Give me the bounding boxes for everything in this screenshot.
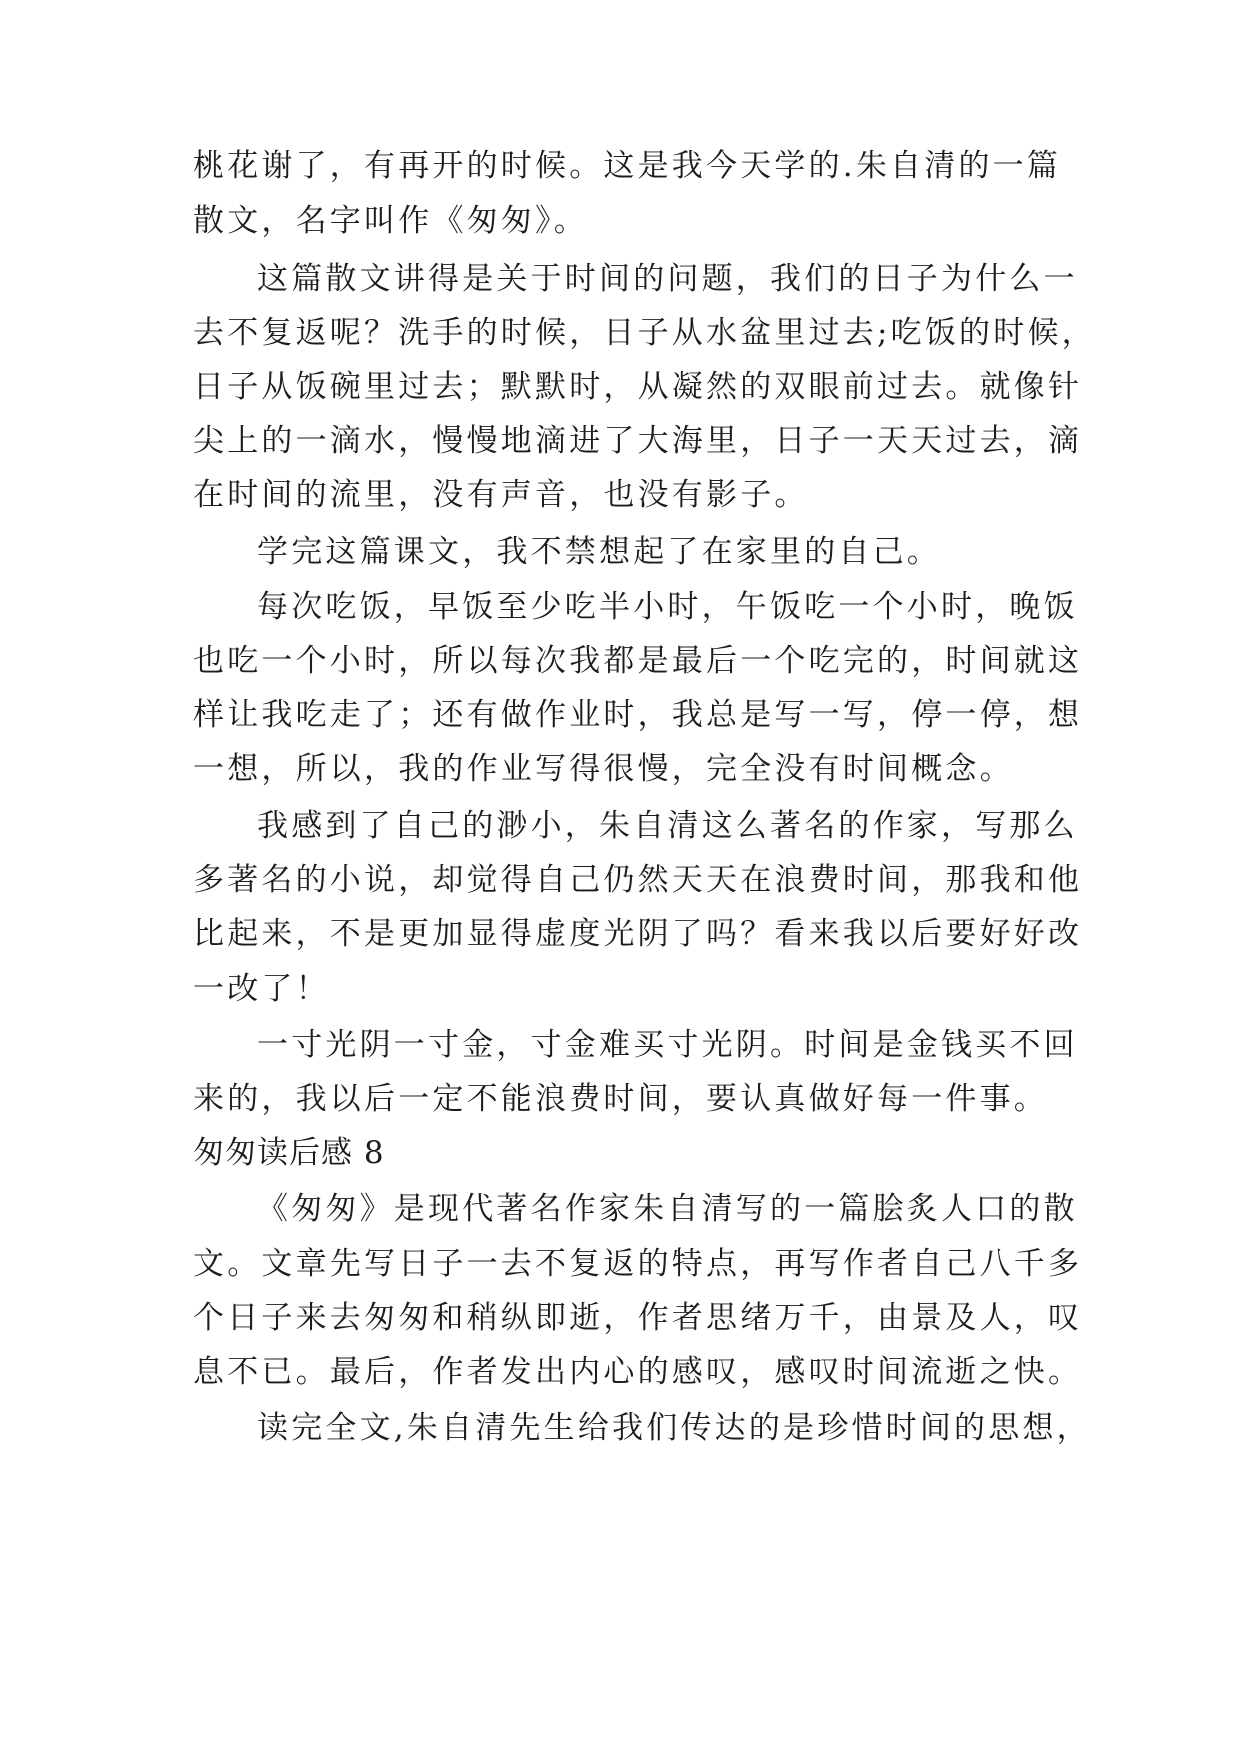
text-line: 比起来，不是更加显得虚度光阴了吗？看来我以后要好好改 bbox=[193, 916, 1083, 952]
text-line: 日子从饭碗里过去；默默时，从凝然的双眼前过去。就像针 bbox=[193, 369, 1083, 405]
text-line: 我感到了自己的渺小，朱自清这么著名的作家，写那么 bbox=[257, 808, 1078, 844]
text-line: 也吃一个小时，所以每次我都是最后一个吃完的，时间就这 bbox=[193, 643, 1083, 679]
text-line: 来的，我以后一定不能浪费时间，要认真做好每一件事。 bbox=[193, 1081, 1048, 1117]
text-line: 散文，名字叫作《匆匆》。 bbox=[193, 203, 588, 239]
section-heading: 匆匆读后感 8 bbox=[193, 1135, 385, 1171]
text-line: 桃花谢了，有再开的时候。这是我今天学的.朱自清的一篇 bbox=[193, 148, 1062, 184]
text-line: 去不复返呢？洗手的时候，日子从水盆里过去;吃饭的时候， bbox=[193, 315, 1096, 351]
text-line: 一寸光阴一寸金，寸金难买寸光阴。时间是金钱买不回 bbox=[257, 1027, 1078, 1063]
text-line: 这篇散文讲得是关于时间的问题，我们的日子为什么一 bbox=[257, 261, 1078, 297]
text-line: 文。文章先写日子一去不复返的特点，再写作者自己八千多 bbox=[193, 1246, 1083, 1282]
text-line: 学完这篇课文，我不禁想起了在家里的自己。 bbox=[257, 534, 941, 570]
text-line: 尖上的一滴水，慢慢地滴进了大海里，日子一天天过去，滴 bbox=[193, 423, 1083, 459]
text-line: 在时间的流里，没有声音，也没有影子。 bbox=[193, 477, 809, 513]
text-line: 每次吃饭，早饭至少吃半小时，午饭吃一个小时，晚饭 bbox=[257, 589, 1078, 625]
text-line: 样让我吃走了；还有做作业时，我总是写一写，停一停，想 bbox=[193, 697, 1083, 733]
text-line: 读完全文,朱自清先生给我们传达的是珍惜时间的思想， bbox=[257, 1410, 1091, 1446]
text-line: 《匆匆》是现代著名作家朱自清写的一篇脍炙人口的散 bbox=[257, 1191, 1078, 1227]
text-line: 个日子来去匆匆和稍纵即逝，作者思绪万千，由景及人，叹 bbox=[193, 1300, 1083, 1336]
text-line: 一想，所以，我的作业写得很慢，完全没有时间概念。 bbox=[193, 751, 1014, 787]
text-line: 一改了！ bbox=[193, 971, 330, 1007]
text-line: 多著名的小说，却觉得自己仍然天天在浪费时间，那我和他 bbox=[193, 862, 1083, 898]
text-line: 息不已。最后，作者发出内心的感叹，感叹时间流逝之快。 bbox=[193, 1354, 1083, 1390]
